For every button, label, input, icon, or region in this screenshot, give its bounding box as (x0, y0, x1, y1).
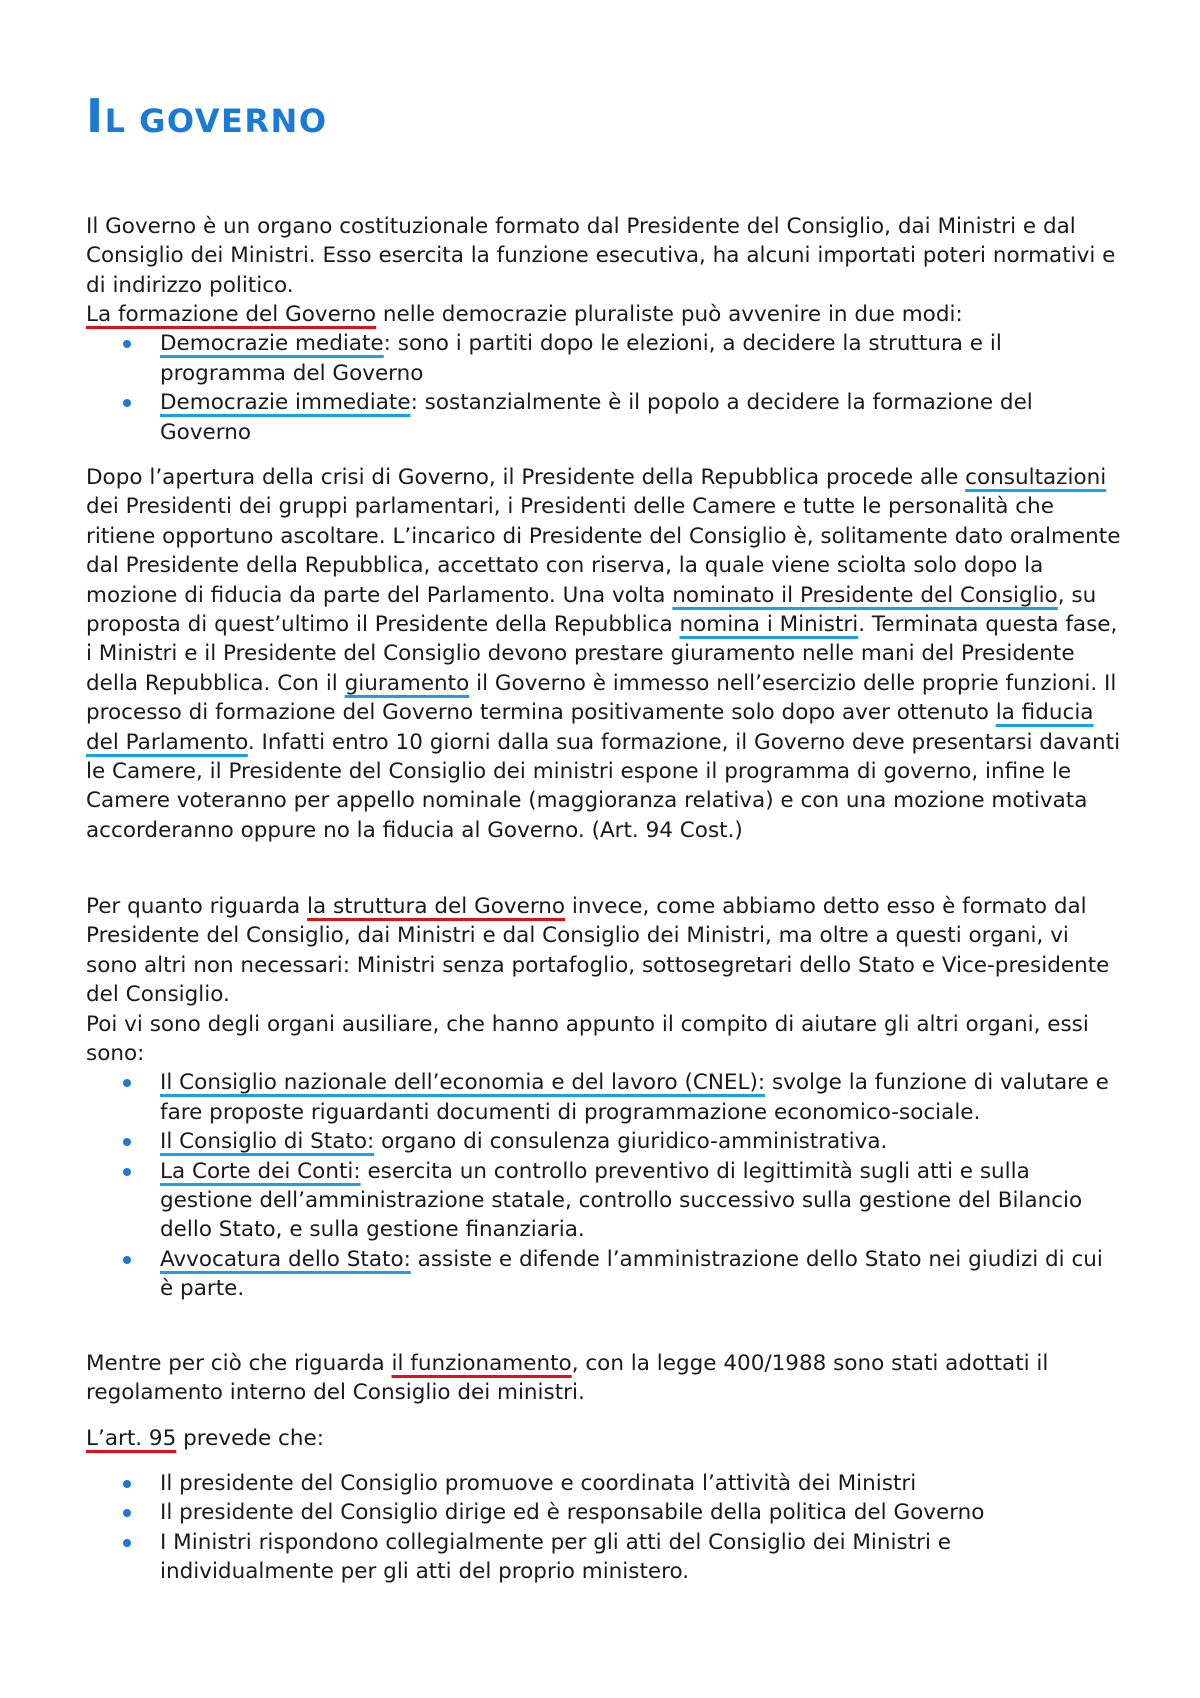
list-item (86, 1068, 1122, 1127)
list-item-text: : sostanzialmente è il popolo a decidere la formazione del Governo (160, 390, 1033, 445)
list-item-key: Il Consiglio di Stato: (160, 1129, 375, 1155)
struttura-key: la struttura del Governo (306, 894, 566, 919)
list-item: I Ministri rispondono collegialmente per gli atti del Consiglio dei Ministri e individualmente per gli atti del proprio ministero. (86, 1528, 1122, 1587)
page-title (86, 89, 328, 144)
crisi-key-consultazioni: consultazioni (965, 465, 1107, 490)
list-item: Il presidente del Consiglio dirige ed è responsabile della politica del Governo (86, 1498, 1122, 1527)
list-item (86, 1127, 1122, 1156)
art95-list (86, 1469, 1122, 1587)
art95-key: L’art. 95 (86, 1426, 177, 1451)
struttura-text-1: Per quanto riguarda (86, 894, 307, 919)
formazione-rest: nelle democrazie pluraliste può avvenire in due modi: (376, 302, 963, 327)
formazione-list (86, 329, 1122, 447)
intro-paragraph: Il Governo è un organo costituzionale formato dal Presidente del Consiglio, dai Ministri e dal Consiglio dei Ministri. Esso esercita la funzione esecutiva, ha alcuni importati poteri normativi e di indirizzo politico. (86, 214, 1116, 298)
art95-rest: prevede che: (176, 1426, 324, 1451)
list-item-text: organo di consulenza giuridico-amministrativa. (374, 1129, 888, 1155)
list-item-key: Il Consiglio nazionale dell’economia e del lavoro (CNEL): (160, 1070, 766, 1096)
funzionamento-text-1: Mentre per ciò che riguarda (86, 1351, 392, 1376)
list-item: Il presidente del Consiglio promuove e coordinata l’attività dei Ministri (86, 1469, 1122, 1498)
formazione-section (86, 300, 1122, 447)
title-rest: L GOVERNO (104, 102, 328, 140)
formazione-key: La formazione del Governo (86, 302, 377, 327)
list-item-key: Democrazie immediate (160, 390, 411, 416)
crisi-key-fiducia: la fiducia del Parlamento (86, 700, 1094, 755)
funzionamento-text-2: , con la legge 400/1988 sono stati adottati il regolamento interno del Consiglio dei ministri. (86, 1351, 1049, 1406)
crisi-text-4: . Terminata questa fase, i Ministri e il Presidente del Consiglio devono prestare giuramento nelle mani del Presidente della Repubblica. Con il (86, 612, 1118, 696)
crisi-text-6: . Infatti entro 10 giorni dalla sua formazione, il Governo deve presentarsi davanti le Camere, il Presidente del Consiglio dei ministri espone il programma di governo, infine le Camere voteranno per appello nominale (maggioranza relativa) e con una mozione motivata accorderanno oppure no la fiducia al Governo. (Art. 94 Cost.) (86, 729, 1121, 843)
list-item-text: : sono i partiti dopo le elezioni, a decidere la struttura e il programma del Governo (160, 331, 1002, 386)
list-item-key: Democrazie mediate (160, 331, 384, 357)
list-item-key: La Corte dei Conti: (160, 1158, 361, 1184)
struttura-section (86, 892, 1122, 1304)
list-item (86, 388, 1122, 447)
crisi-text-3: , su proposta di quest’ultimo il Presidente della Repubblica (86, 582, 1097, 638)
list-item (86, 1245, 1122, 1304)
funzionamento-paragraph (86, 1349, 1122, 1408)
crisi-text-5: il Governo è immesso nell’esercizio delle proprie funzioni. Il processo di formazione del Governo termina positivamente solo dopo aver ottenuto (86, 670, 1117, 726)
crisi-paragraph (86, 463, 1122, 845)
struttura-paragraph (86, 892, 1122, 1010)
list-item (86, 1157, 1122, 1245)
ausiliari-paragraph: Poi vi sono degli organi ausiliare, che hanno appunto il compito di aiutare gli altri organi, essi sono: (86, 1011, 1089, 1067)
funzionamento-key: il funzionamento (391, 1351, 572, 1376)
crisi-text-2: dei Presidenti dei gruppi parlamentari, i Presidenti delle Camere e tutte le personalità che ritiene opportuno ascoltare. L’incarico di Presidente del Consiglio è, solitamente dato oralmente dal Presidente della Repubblica, accettato con riserva, la quale viene sciolta solo dopo la mozione di fiducia da parte del Parlamento. Una volta (86, 494, 1121, 608)
list-item-key: Avvocatura dello Stato: (160, 1246, 411, 1272)
title-initial: I (86, 89, 105, 143)
crisi-key-giuramento: giuramento (344, 670, 470, 696)
crisi-text-1: Dopo l’apertura della crisi di Governo, il Presidente della Repubblica procede alle (86, 465, 966, 490)
ausiliari-list (86, 1068, 1122, 1303)
struttura-text-2: invece, come abbiamo detto esso è formato dal Presidente del Consiglio, dai Ministri e dal Consiglio dei Ministri, ma oltre a questi organi, vi sono altri non necessari: Ministri senza portafoglio, sottosegretari dello Stato e Vice-presidente del Consiglio. (86, 894, 1110, 1008)
art95-heading (86, 1424, 1122, 1453)
list-item (86, 329, 1122, 388)
list-item-text: assiste e difende l’amministrazione dello Stato nei giudizi di cui è parte. (160, 1246, 1103, 1302)
crisi-key-nominato: nominato il Presidente del Consiglio (672, 582, 1058, 608)
list-item-text: svolge la funzione di valutare e fare proposte riguardanti documenti di programmazione economico-sociale. (160, 1070, 1109, 1125)
formazione-heading (86, 300, 1122, 329)
list-item-text: esercita un controllo preventivo di legittimità sugli atti e sulla gestione dell’amministrazione statale, controllo successivo sulla gestione del Bilancio dello Stato, e sulla gestione finanziaria. (160, 1158, 1083, 1243)
crisi-key-nomina: nomina i Ministri (679, 612, 859, 638)
